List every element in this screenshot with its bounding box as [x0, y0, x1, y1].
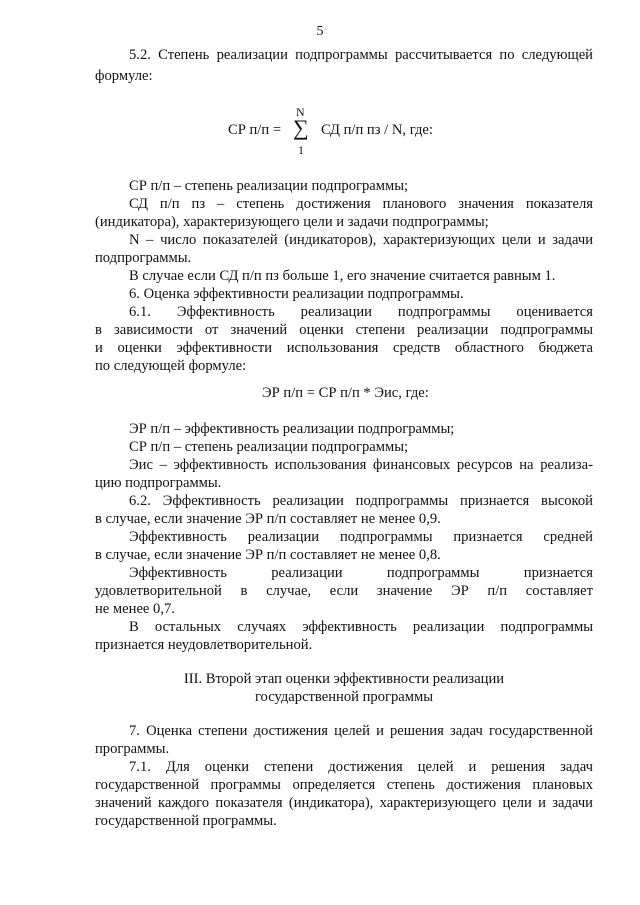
text-line: СР п/п – степень реализации подпрограммы;: [129, 439, 409, 455]
section-heading: государственной программы: [254, 689, 434, 705]
text-line: 7.1. Для оценки степени достижения целей и решения задач: [129, 759, 593, 775]
text-line: в случае, если значение ЭР п/п составляет не менее 0,9.: [95, 511, 441, 527]
text-line: Эффективность реализации подпрограммы признается средней: [129, 529, 593, 545]
text-line: 6.1. Эффективность реализации подпрограммы оценивается: [129, 304, 593, 320]
text-line: удовлетворительной в случае, если значение ЭР п/п составляет: [95, 583, 593, 599]
formula-lhs: СР п/п =: [228, 122, 282, 138]
text-line: в случае, если значение ЭР п/п составляет не менее 0,8.: [95, 547, 441, 563]
text-line: формуле:: [95, 68, 153, 84]
text-line: (индикатора), характеризующего цели и задачи подпрограммы;: [95, 214, 489, 230]
text-line: Эффективность реализации подпрограммы признается: [129, 565, 593, 581]
text-line: и оценки эффективности использования средств областного бюджета: [95, 340, 593, 356]
text-line: СР п/п – степень реализации подпрограммы;: [129, 178, 409, 194]
sum-upper-limit: N: [296, 105, 305, 119]
text-line: в зависимости от значений оценки степени реализации подпрограммы: [95, 322, 593, 338]
text-line: 7. Оценка степени достижения целей и решения задач государственной: [129, 723, 593, 739]
text-line: значений каждого показателя (индикатора), характеризующего цели и задачи: [95, 795, 593, 811]
sum-lower-limit: 1: [298, 143, 304, 157]
text-line: В случае если СД п/п пз больше 1, его значение считается равным 1.: [129, 268, 556, 284]
formula-rhs: СД п/п пз / N, где:: [321, 122, 433, 138]
text-line: программы.: [95, 741, 170, 757]
text-line: N – число показателей (индикаторов), характеризующих цели и задачи: [129, 232, 593, 248]
text-line: В остальных случаях эффективность реализации подпрограммы: [129, 619, 593, 635]
text-line: по следующей формуле:: [95, 358, 247, 374]
sigma-symbol: ∑: [293, 115, 309, 140]
text-line: не менее 0,7.: [95, 601, 175, 617]
text-line: ЭР п/п – эффективность реализации подпрограммы;: [129, 421, 455, 437]
efficiency-formula: ЭР п/п = СР п/п * Эис, где:: [262, 385, 429, 401]
text-line: подпрограммы.: [95, 250, 192, 266]
text-line: государственной программы определяется степень достижения плановых: [95, 777, 593, 793]
text-line: 5.2. Степень реализации подпрограммы рассчитывается по следующей: [129, 47, 593, 63]
text-line: СД п/п пз – степень достижения планового значения показателя: [129, 196, 593, 212]
section-heading: III. Второй этап оценки эффективности реализации: [183, 671, 505, 687]
text-line: Эис – эффективность использования финансовых ресурсов на реализа-: [129, 457, 593, 473]
text-line: 6.2. Эффективность реализации подпрограммы признается высокой: [129, 493, 593, 509]
section-title: 6. Оценка эффективности реализации подпрограммы.: [129, 286, 464, 302]
text-line: цию подпрограммы.: [95, 475, 222, 491]
text-line: государственной программы.: [95, 813, 277, 829]
page-number: 5: [316, 24, 324, 39]
text-line: признается неудовлетворительной.: [95, 637, 313, 653]
